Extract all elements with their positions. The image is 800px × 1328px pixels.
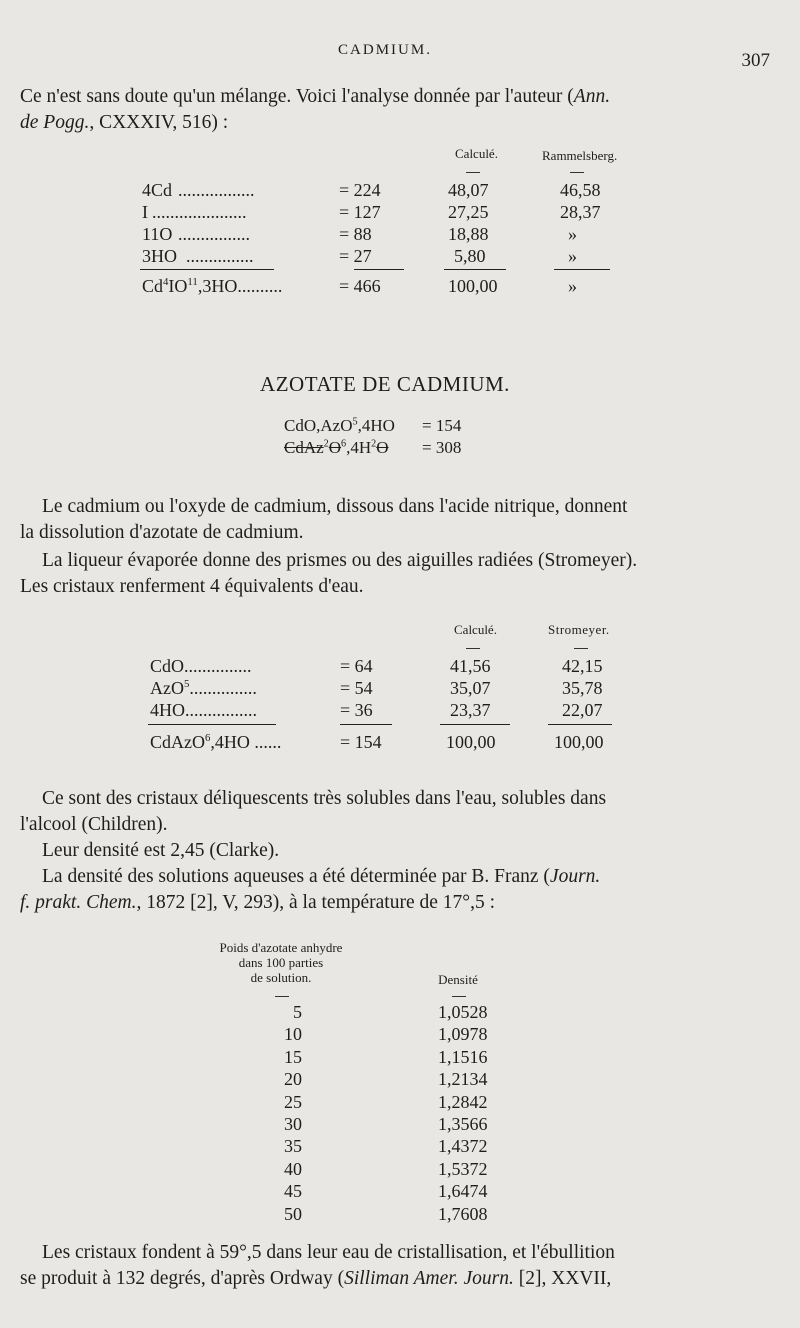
density-value: 1,4372 [438, 1136, 488, 1157]
paragraph-solubility: Ce sont des cristaux déliquescents très solubles dans l'eau, solubles dans l'alcool (Children). [20, 788, 607, 835]
density-value: 1,7608 [438, 1203, 488, 1224]
column-header-stromeyer: Stromeyer. [548, 622, 610, 637]
paragraph-crystals: La liqueur évaporée donne des prismes ou des aiguilles radiées (Stromeyer). Les cristaux renferment 4 équivalents d'eau. [20, 550, 638, 597]
density-weight-value: 10 [284, 1024, 302, 1045]
column-header-rammelsberg: Rammelsberg. [542, 148, 618, 163]
density-weight-value: 25 [284, 1091, 302, 1112]
paragraph-melting: Les cristaux fondent à 59°,5 dans leur eau de cristallisation, et l'ébullition se produit à 132 degrés, d'après Ordway (Silliman Amer. Journ. [2], XXVII, [20, 1242, 615, 1289]
density-value: 1,0978 [438, 1024, 488, 1045]
density-value: 1,3566 [438, 1114, 488, 1134]
density-value: 1,2134 [438, 1069, 488, 1090]
density-weight-value: 20 [284, 1069, 302, 1090]
density-value: 1,0528 [438, 1002, 488, 1022]
paragraph-density: Leur densité est 2,45 (Clarke). [42, 840, 280, 861]
density-value: 1,2842 [438, 1091, 488, 1112]
formula-equivalents: CdO,AzO$^5$,4HO = 154 [284, 416, 462, 435]
density-weight-value: 50 [284, 1203, 302, 1224]
formula-atomic: $CdAz^2O^6,4H^2O$ = 308 [284, 438, 462, 457]
intro-paragraph: Ce n'est sans doute qu'un mélange. Voici l'analyse donnée par l'auteur (Ann. de Pogg., CXXXIV, 516) : [20, 86, 611, 133]
paragraph-preparation: Le cadmium ou l'oxyde de cadmium, dissous dans l'acide nitrique, donnent la dissolution d'azotate de cadmium. [20, 496, 628, 543]
book-page: CADMIUM. 307 Ce n'est sans doute qu'un mélange. Voici l'analyse donnée par l'auteur (Ann. de Pogg., CXXXIV, 516) : Calculé. Rammelsberg. 4Cd ................. = 224 48,07 46,58 I ..................... = 127 27,25 28,37 11O ................ = 88 18,88 » 3HO ............... = 27 5,80 » Cd$^4$IO$^{11}$,3HO.......... = 466 100,00 » AZOTATE DE CADMIUM. CdO,AzO$^5$,4HO = 154 $CdAz^2O^6,4H^2O$ = 308 Le cadmium ou l'oxyde de cadmium, dissous dans l'acide nitrique, donnent la dissolution d'azotate de cadmium. La liqueur évaporée donne des prismes ou des aiguilles radiées (Stromeyer). Les cristaux renferment 4 équivalents d'eau. Calculé. Stromeyer. CdO............... = 64 41,56 42,15 AzO$^5$............... = 54 35,07 35,78 4HO................ = 36 23,37 22,07 CdAzO$^6$,4HO ...... = 154 100,00 100,00 Ce sont des cristaux déliquescents très solubles dans l'eau, solubles dans l'alcool (Children). Leur densité est 2,45 (Clarke). La densité des solutions aqueuses a été déterminée par B. Franz (Journ. f. prakt. Chem., 1872 [2], V, 293), à la température de 17°,5 : Poids d'azotate anhydre dans 100 parties de solution. Densité 5 1,0528 10 1,0978 15 1,1516 20 1,2134 25 1,2842 30 1,3566 35 1,4372 40 1,5372 45 1,6474 50 1,7608 Les cristaux fondent à 59°,5 dans leur eau de cristallisation, et l'ébullition se produit à 132 degrés, d'après Ordway (Silliman Amer. Journ. [2], XXVII, [0, 0, 800, 1328]
density-weight-value: 40 [284, 1158, 302, 1179]
running-header: CADMIUM. [338, 42, 432, 58]
column-header-calcule: Calculé. [455, 146, 498, 161]
column-header-calcule: Calculé. [454, 622, 497, 637]
density-weight-value: 30 [284, 1114, 302, 1134]
density-weight-value: 45 [284, 1181, 302, 1202]
page-number: 307 [741, 50, 770, 71]
density-value: 1,1516 [438, 1046, 488, 1067]
paragraph-franz: La densité des solutions aqueuses a été déterminée par B. Franz (Journ. f. prakt. Chem., 1872 [2], V, 293), à la température de 17°,5 : [20, 866, 601, 913]
column-header-density: Densité [438, 972, 478, 987]
density-value: 1,5372 [438, 1158, 488, 1179]
density-weight-value: 15 [284, 1046, 302, 1067]
density-weight-value: 35 [284, 1136, 302, 1157]
section-title: AZOTATE DE CADMIUM. [260, 372, 510, 396]
density-value: 1,6474 [438, 1181, 488, 1202]
column-header-weight: Poids d'azotate anhydre dans 100 parties de solution. [219, 940, 343, 985]
density-weight-value: 5 [293, 1002, 302, 1022]
